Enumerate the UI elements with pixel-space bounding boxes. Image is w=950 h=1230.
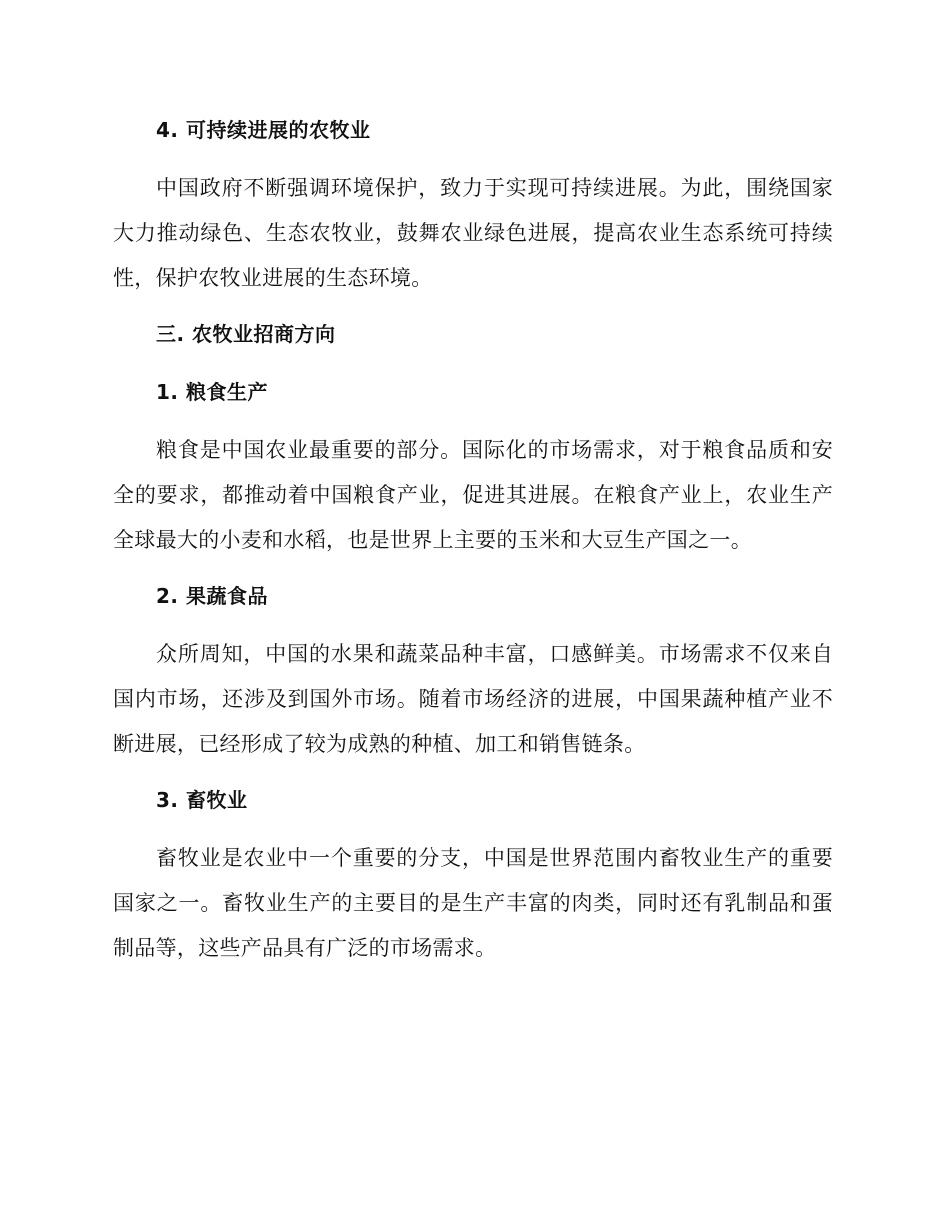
paragraph-sustainable-agriculture: 中国政府不断强调环境保护，致力于实现可持续进展。为此，围绕国家大力推动绿色、生态农牧业，鼓舞农业绿色进展，提高农业生态系统可持续性，保护农牧业进展的生态环境。 [113, 176, 833, 290]
document-page [113, 108, 833, 971]
paragraph-grain-production: 粮食是中国农业最重要的部分。国际化的市场需求，对于粮食品质和安全的要求，都推动着中国粮食产业，促进其进展。在粮食产业上，农业生产全球最大的小麦和水稻，也是世界上主要的玉米和大豆生产国之一。 [113, 438, 833, 552]
section-heading-fruit-vegetables: 2. 果蔬食品 [156, 584, 268, 608]
paragraph-fruit-vegetables: 众所周知，中国的水果和蔬菜品种丰富，口感鲜美。市场需求不仅来自国内市场，还涉及到国外市场。随着市场经济的进展，中国果蔬种植产业不断进展，已经形成了较为成熟的种植、加工和销售链条。 [113, 642, 833, 756]
part-heading-investment-directions: 三. 农牧业招商方向 [156, 322, 336, 346]
section-heading-animal-husbandry: 3. 畜牧业 [156, 788, 248, 812]
section-heading-grain-production: 1. 粮食生产 [156, 380, 268, 404]
paragraph-animal-husbandry: 畜牧业是农业中一个重要的分支，中国是世界范围内畜牧业生产的重要国家之一。畜牧业生产的主要目的是生产丰富的肉类，同时还有乳制品和蛋制品等，这些产品具有广泛的市场需求。 [113, 846, 833, 960]
section-heading-sustainable-agriculture: 4. 可持续进展的农牧业 [156, 118, 371, 142]
